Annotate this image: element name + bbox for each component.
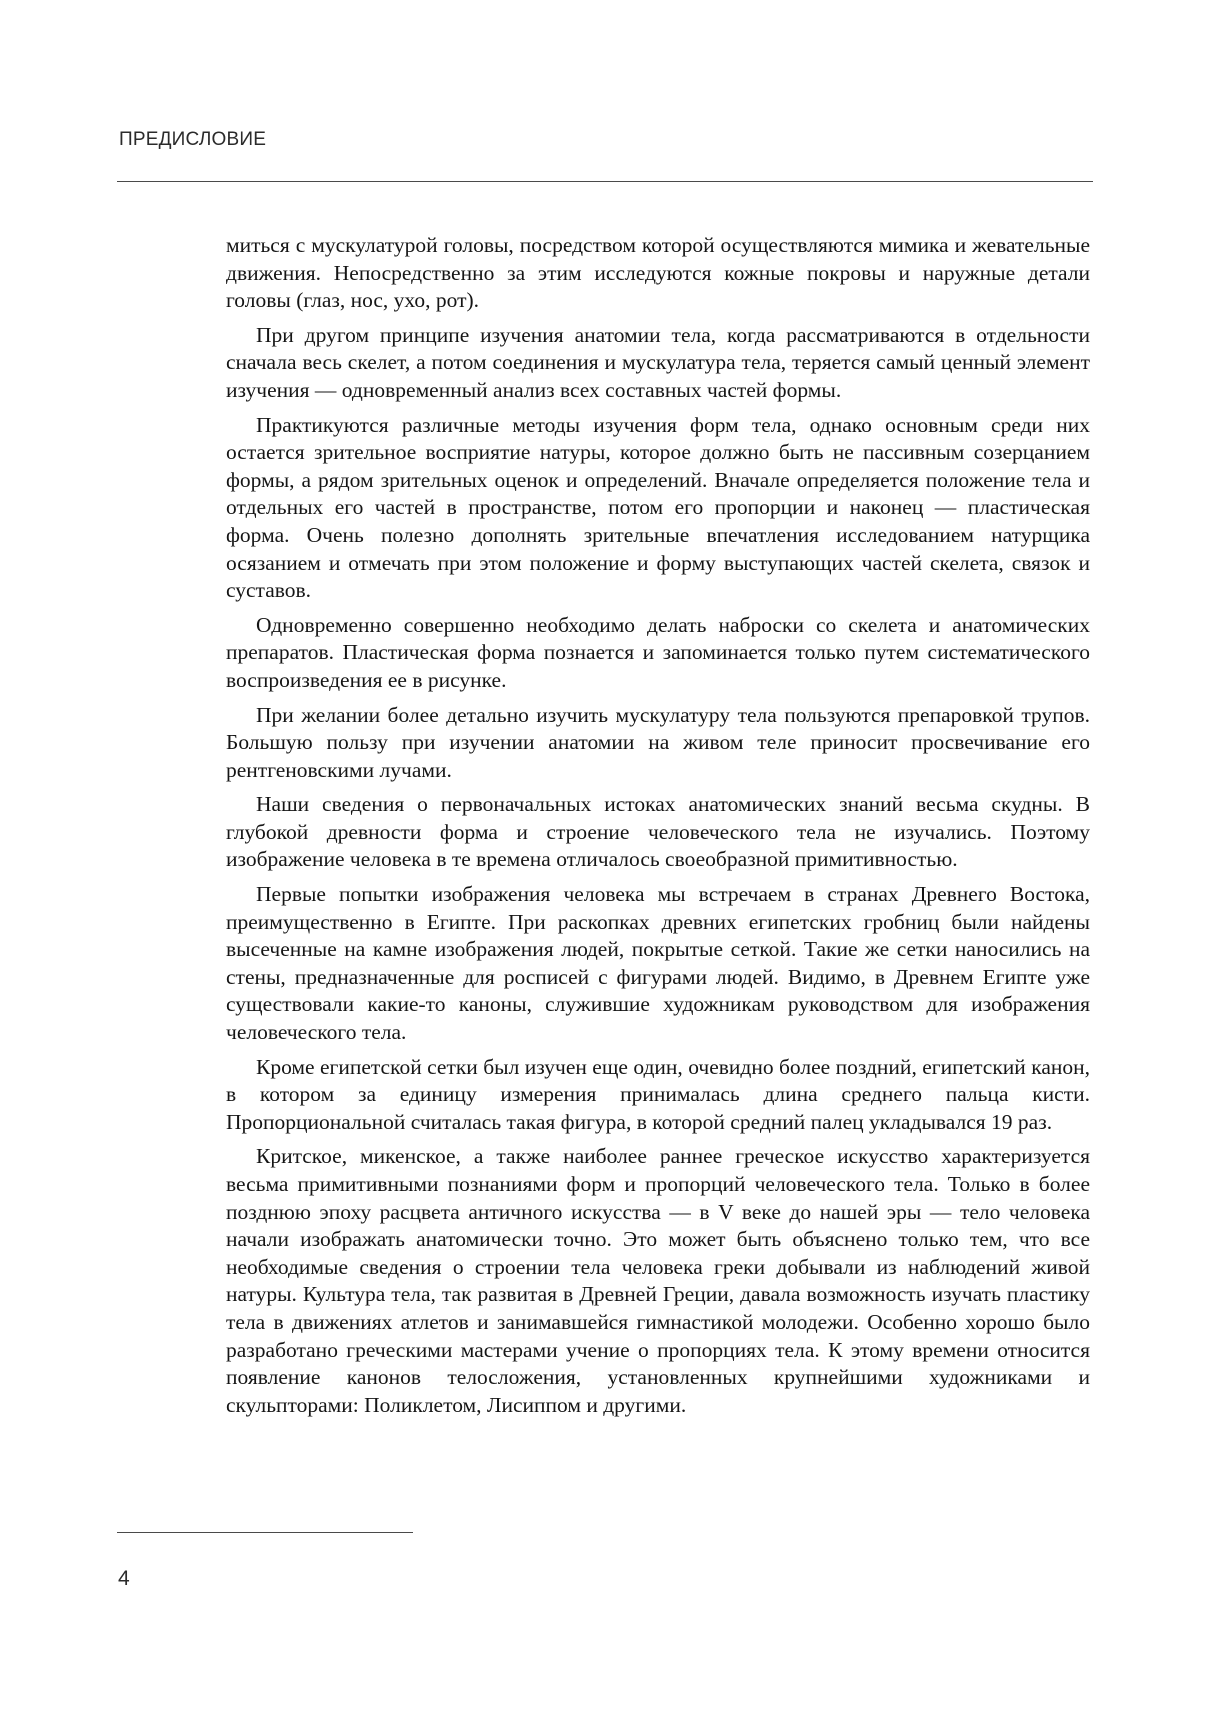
paragraph: При другом принципе изучения анатомии тела, когда рассматриваются в отдельности сначала весь скелет, а потом соединения и мускулатура тела, теряется самый ценный элемент изучения — одновременный анализ всех составных частей формы. xyxy=(226,322,1090,402)
paragraph: Практикуются различные методы изучения форм тела, однако основным среди них остается зрительное восприятие натуры, которое должно быть не пассивным созерцанием формы, а рядом зрительных оценок и определений. Вначале определяется положение тела и отдельных его частей в пространстве, потом его пропорции и наконец — пластическая форма. Очень полезно дополнять зрительные впечатления исследованием натурщика осязанием и отмечать при этом положение и форму выступающих частей скелета, связок и суставов. xyxy=(226,412,1090,603)
paragraph: Наши сведения о первоначальных истоках анатомических знаний весьма скудны. В глубокой древности форма и строение человеческого тела не изучались. Поэтому изображение человека в те времена отличалось своеобразной примитивностью. xyxy=(226,792,1090,872)
paragraph: Критское, микенское, а также наиболее раннее греческое искусство характеризуется весьма примитивными познаниями форм и пропорций человеческого тела. Только в более позднюю эпоху расцвета античного искусства — в V веке до нашей эры — тело человека начали изображать анатомически точно. Это может быть объяснено только тем, что все необходимые сведения о строении тела человека греки добывали из наблюдений живой натуры. Культура тела, так развитая в Древней Греции, давала возможность изучать пластику тела в движениях атлетов и занимавшейся гимнастикой молодежи. Особенно хорошо было разработано греческими мастерами учение о пропорциях тела. К этому времени относится появление канонов телосложения, установленных крупнейшими художниками и скульпторами: Поликлетом, Лисиппом и другими. xyxy=(226,1144,1090,1417)
paragraph: Кроме египетской сетки был изучен еще один, очевидно более поздний, египетский канон, в котором за единицу измерения принималась длина среднего пальца кисти. Пропорциональной считалась такая фигура, в которой средний палец укладывался 19 раз. xyxy=(226,1054,1090,1134)
paragraph: Первые попытки изображения человека мы встречаем в странах Древнего Востока, преимущественно в Египте. При раскопках древних египетских гробниц были найдены высеченные на камне изображения людей, покрытые сеткой. Такие же сетки наносились на стены, предназначенные для росписей с фигурами людей. Видимо, в Древнем Египте уже существовали какие-то каноны, служившие художникам руководством для изображения человеческого тела. xyxy=(226,882,1090,1045)
running-header-title: ПРЕДИСЛОВИЕ xyxy=(119,129,267,150)
page-number: 4 xyxy=(118,1567,130,1590)
paragraph: Одновременно совершенно необходимо делать наброски со скелета и анатомических препаратов. Пластическая форма познается и запоминается только путем систематического воспроизведения ее в рисунке. xyxy=(226,612,1090,692)
body-text xyxy=(226,232,1090,1426)
header-divider xyxy=(117,181,1093,182)
footer-divider xyxy=(117,1532,413,1533)
paragraph: При желании более детально изучить мускулатуру тела пользуются препаровкой трупов. Большую пользу при изучении анатомии на живом теле приносит просвечивание его рентгеновскими лучами. xyxy=(226,702,1090,782)
paragraph-continued: миться с мускулатурой головы, посредством которой осуществляются мимика и жевательные движения. Непосредственно за этим исследуются кожные покровы и наружные детали головы (глаз, нос, ухо, рот). xyxy=(226,233,1090,313)
